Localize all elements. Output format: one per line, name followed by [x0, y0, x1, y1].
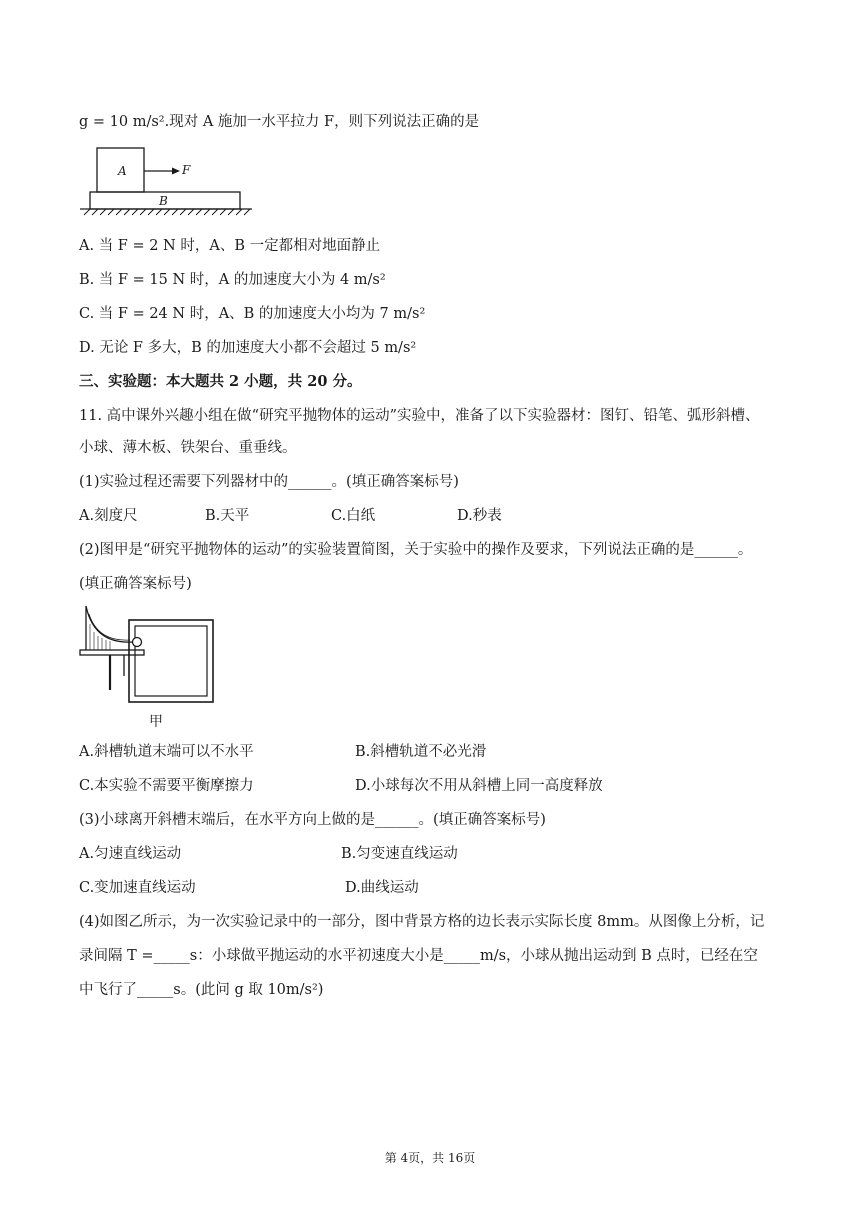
label-b: B	[159, 194, 168, 208]
page-footer: 第 4页，共 16页	[384, 1151, 476, 1165]
board-inner	[135, 626, 207, 696]
q10-block-figure	[80, 143, 255, 215]
label-f: F	[182, 163, 191, 177]
q11-intro-line1: 11. 高中课外兴趣小组在做“研究平抛物体的运动”实验中，准备了以下实验器材：图钉、铅笔、弧形斜槽、	[79, 408, 760, 424]
q11-part2-question-line2: (填正确答案标号)	[79, 576, 192, 592]
q11-part3-option-d: D.曲线运动	[345, 880, 419, 896]
q11-part3-option-c: C.变加速直线运动	[79, 880, 196, 896]
apparatus-figure	[80, 604, 220, 704]
q10-option-c: C. 当 F = 24 N 时，A、B 的加速度大小均为 7 m/s²	[79, 306, 426, 322]
ramp-curve	[86, 606, 132, 642]
q10-option-b: B. 当 F = 15 N 时，A 的加速度大小为 4 m/s²	[79, 272, 386, 288]
q11-part2-option-a: A.斜槽轨道末端可以不水平	[79, 744, 254, 760]
q11-intro-line2: 小球、薄木板、铁架台、重垂线。	[79, 440, 297, 456]
q10-stem-tail: g = 10 m/s².现对 A 施加一水平拉力 F，则下列说法正确的是	[79, 114, 480, 130]
q10-option-d: D. 无论 F 多大，B 的加速度大小都不会超过 5 m/s²	[79, 340, 417, 356]
board-outer	[129, 620, 213, 702]
force-arrow-head	[172, 168, 180, 175]
q11-part3-question: (3)小球离开斜槽末端后，在水平方向上做的是______。(填正确答案标号)	[79, 812, 546, 828]
q11-part2-option-c: C.本实验不需要平衡摩擦力	[79, 778, 254, 794]
ramp-curve-inner	[89, 614, 130, 640]
q11-part1-option-b: B.天平	[205, 508, 250, 524]
q11-part4-line2: 录间隔 T =_____s：小球做平抛运动的水平初速度大小是_____m/s，小球从抛出运动到 B 点时，已经在空	[79, 948, 758, 964]
q10-option-a: A. 当 F = 2 N 时，A、B 一定都相对地面静止	[79, 238, 381, 254]
q11-part2-option-b: B.斜槽轨道不必光滑	[355, 744, 487, 760]
section-heading: 三、实验题：本大题共 2 小题，共 20 分。	[79, 373, 362, 390]
ground-hatching	[84, 209, 250, 215]
ball	[133, 638, 142, 647]
q11-part4-line1: (4)如图乙所示，为一次实验记录中的一部分，图中背景方格的边长表示实际长度 8mm。从图像上分析，记	[79, 914, 765, 930]
apparatus-figure-caption: 甲	[149, 714, 163, 730]
q11-part3-option-a: A.匀速直线运动	[79, 846, 182, 862]
q11-part1-option-d: D.秒表	[457, 508, 502, 524]
q11-part1-option-c: C.白纸	[331, 508, 376, 524]
table-top	[80, 650, 144, 655]
q11-part3-option-b: B.匀变速直线运动	[341, 846, 458, 862]
q11-part1-option-a: A.刻度尺	[79, 508, 138, 524]
label-a: A	[118, 164, 127, 178]
q11-part1-question: (1)实验过程还需要下列器材中的______。(填正确答案标号)	[79, 474, 459, 490]
q11-part4-line3: 中飞行了_____s。(此问 g 取 10m/s²)	[79, 982, 324, 998]
q11-part2-option-d: D.小球每次不用从斜槽上同一高度释放	[355, 778, 603, 794]
q11-part2-question-line1: (2)图甲是“研究平抛物体的运动”的实验装置简图，关于实验中的操作及要求，下列说法正确的是______。	[79, 542, 753, 558]
